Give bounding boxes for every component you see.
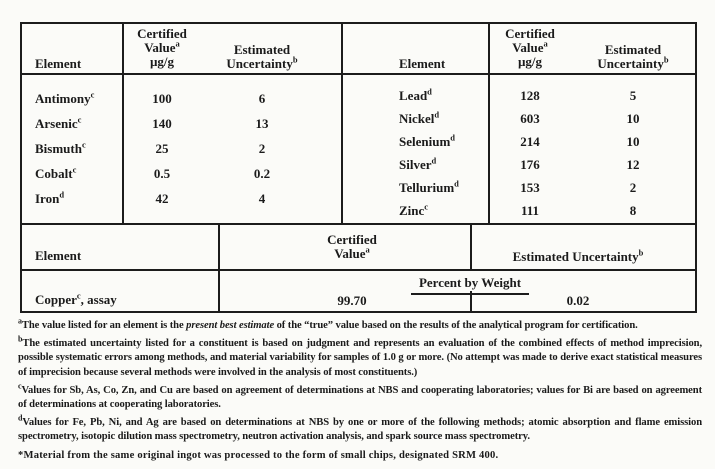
italic-phrase: present best estimate: [186, 320, 275, 331]
element-name-cell: Cobalt$^c$: [35, 164, 77, 181]
header-line: Uncertainty$^b$: [226, 54, 298, 71]
uncertainty-cell: 0.2: [253, 165, 271, 181]
assay-element-column-header: Element: [35, 248, 82, 263]
table-row: [22, 111, 322, 136]
table-row: [22, 86, 322, 111]
table-row: [341, 130, 694, 153]
footnote-marker: a: [175, 38, 180, 49]
header-line: Estimated: [233, 42, 291, 57]
header-line: Estimated: [604, 42, 662, 57]
table-row: [341, 84, 694, 107]
uncertainty-cell: 5: [629, 87, 637, 103]
table-row: [22, 161, 322, 186]
footnote-marker: c: [76, 290, 81, 301]
assay-column-rule: [218, 225, 220, 311]
element-name-cell: Zinc$^c$: [399, 201, 429, 218]
header-line: Uncertainty$^b$: [597, 54, 669, 71]
footnote-marker: a: [365, 244, 370, 255]
section-separator-rule: [22, 223, 695, 225]
footnote-marker: b: [638, 247, 644, 258]
footnote-marker: d: [434, 109, 440, 120]
element-name-cell: Tellurium$^d$: [399, 178, 459, 195]
uncertainty-cell: 10: [626, 133, 640, 149]
element-name-cell: Iron$^d$: [35, 189, 65, 206]
element-name-cell: Bismuth$^c$: [35, 139, 86, 156]
certified-value-cell: 42: [155, 190, 169, 206]
header-line: Value$^a$: [334, 244, 370, 261]
table-row: [22, 136, 322, 161]
footnote-c: $^c$Values for Sb, As, Co, Zn, and Cu are based on agreement of determinations at NBS and cooperating laboratories; values for Bi are based on agreement of determinations at cooperating laboratories.: [18, 381, 702, 411]
certified-value-cell: 176: [520, 156, 540, 172]
footnote-marker: c: [90, 89, 95, 100]
element-name-cell: Arsenic$^c$: [35, 114, 82, 131]
footnote-marker: c: [72, 164, 77, 175]
certified-value-cell: 99.70: [337, 293, 367, 308]
footnote-marker: b: [18, 334, 23, 344]
uncertainty-cell: 13: [255, 115, 269, 131]
certified-value-cell: 0.5: [153, 165, 171, 181]
element-name-cell: Nickel$^d$: [399, 109, 440, 126]
footnote-marker: a: [18, 316, 22, 326]
table-row: [341, 176, 694, 199]
element-name-cell: Copper$^c$, assay: [35, 290, 117, 307]
header-line: Value$^a$: [512, 38, 548, 55]
header-line: Certified: [137, 26, 187, 41]
uncertainty-cell: 6: [258, 90, 266, 106]
certified-value-cell: 140: [152, 115, 172, 131]
uncertainty-cell: 4: [258, 190, 266, 206]
footnote-marker: d: [431, 155, 437, 166]
footnote-marker: b: [663, 54, 669, 65]
table-row: [341, 153, 694, 176]
certified-value-cell: 25: [155, 140, 169, 156]
assay-column-rule: [470, 225, 472, 271]
assay-header-separator-rule: [22, 269, 695, 271]
certificate-table: [20, 22, 697, 313]
uncertainty-cell: 0.02: [566, 293, 590, 308]
certified-value-column-header: [122, 27, 202, 69]
footnote-marker: c: [424, 201, 429, 212]
footnotes: [18, 316, 702, 467]
uncertainty-cell: 2: [258, 140, 266, 156]
footnote-star: *Material from the same original ingot was processed to the form of small chips, designated SRM 400.: [18, 449, 499, 461]
certified-value-cell: 100: [152, 90, 172, 106]
element-name-cell: Antimony$^c$: [35, 89, 95, 106]
footnote-marker: b: [292, 54, 298, 65]
units-label: µg/g: [517, 54, 543, 69]
certified-value-cell: 603: [520, 110, 540, 126]
element-name-cell: Selenium$^d$: [399, 132, 456, 149]
assay-certified-value-header: [302, 233, 402, 261]
footnote-marker: d: [59, 189, 65, 200]
uncertainty-column-header: [572, 43, 694, 71]
percent-by-weight-label: Percent by Weight: [370, 275, 570, 295]
table-row: [22, 186, 322, 211]
element-name-cell: Lead$^d$: [399, 86, 432, 103]
element-column-header: Element: [35, 56, 82, 71]
footnote-marker: d: [454, 178, 459, 189]
certified-value-cell: 153: [520, 179, 540, 195]
footnote-marker: d: [18, 413, 23, 423]
certified-value-column-header: [488, 27, 572, 69]
header-line: Value$^a$: [144, 38, 180, 55]
header-line: Certified: [505, 26, 555, 41]
header-line: Certified: [327, 232, 377, 247]
footnote-d: $^d$Values for Fe, Pb, Ni, and Ag are based on determinations at NBS by one or more of the following methods; atomic absorption and flame emission spectrometry, isotopic dilution mass spectrometry, neutron activation analysis, and spark source mass spectrometry.: [18, 413, 702, 443]
units-label: µg/g: [149, 54, 175, 69]
certified-value-cell: 214: [520, 133, 540, 149]
table-row: [341, 199, 694, 222]
footnote-marker: c: [77, 114, 82, 125]
footnote-marker: c: [18, 381, 22, 391]
footnote-a: $^a$The value listed for an element is the present best estimate of the “true” value based on the results of the analytical program for certification.: [18, 316, 638, 331]
certified-value-cell: 128: [520, 87, 540, 103]
footnote-marker: a: [543, 38, 548, 49]
footnote-b: $^b$The estimated uncertainty listed for a constituent is based on judgment and represents an evaluation of the combined effects of method imprecision, possible systematic errors among methods, and material variability for samples of 1.0 g or more. (No attempt was made to derive exact statistical measures of imprecision because several methods were involved in the analysis of most constituents.): [18, 334, 702, 378]
uncertainty-cell: 10: [626, 110, 640, 126]
right-element-rows: [341, 84, 694, 222]
table-row: [341, 107, 694, 130]
assay-uncertainty-header: Estimated Uncertainty$^b$: [512, 247, 644, 264]
asterisk-marker: *: [18, 449, 24, 461]
footnote-marker: d: [427, 86, 432, 97]
uncertainty-column-header: [202, 43, 322, 71]
uncertainty-cell: 2: [629, 179, 637, 195]
footnote-marker: c: [81, 139, 86, 150]
element-column-header: Element: [399, 56, 446, 71]
uncertainty-cell: 8: [629, 202, 637, 218]
left-element-rows: [22, 86, 322, 211]
certified-value-cell: 111: [520, 202, 540, 218]
uncertainty-cell: 12: [626, 156, 640, 172]
footnote-marker: d: [450, 132, 456, 143]
element-name-cell: Silver$^d$: [399, 155, 437, 172]
